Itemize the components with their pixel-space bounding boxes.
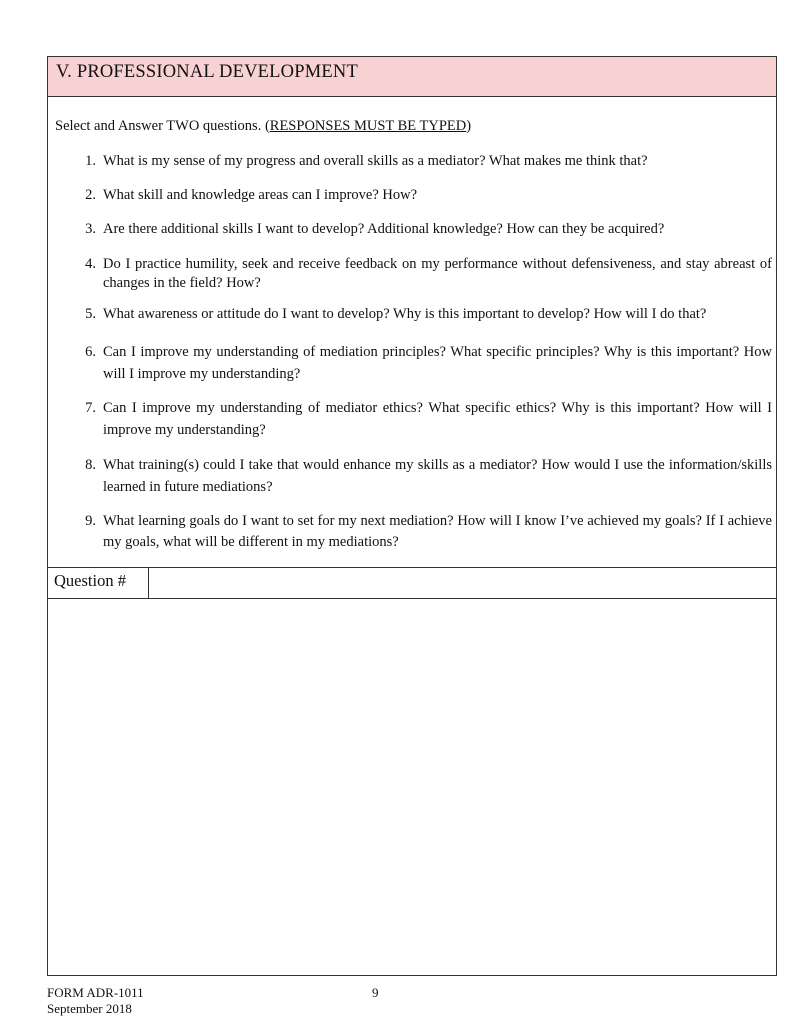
- instructions-prefix: Select and Answer TWO questions. (: [55, 118, 270, 134]
- question-text: Are there additional skills I want to develop? Additional knowledge? How can they be acquired?: [103, 221, 665, 237]
- question-item: [78, 305, 772, 324]
- question-number: 6.: [85, 344, 96, 360]
- question-number: 5.: [85, 306, 96, 322]
- question-item: [78, 152, 772, 171]
- question-text: Can I improve my understanding of mediation principles? What specific principles? Why is this important? How will I improve my understanding?: [103, 344, 772, 382]
- question-text: What training(s) could I take that would enhance my skills as a mediator? How would I use the information/skills learned in future mediations?: [103, 457, 772, 495]
- question-item: [78, 511, 772, 553]
- question-number: 3.: [85, 221, 96, 237]
- question-number-field[interactable]: [149, 568, 776, 598]
- response-text-area[interactable]: [48, 599, 776, 975]
- question-text: What learning goals do I want to set for my next mediation? How will I know I’ve achieved my goals? If I achieve my goals, what will be different in my mediations?: [103, 513, 772, 550]
- footer-form-info: [47, 985, 144, 1017]
- question-text: What awareness or attitude do I want to develop? Why is this important to develop? How will I do that?: [103, 306, 707, 322]
- question-item: [78, 220, 772, 239]
- form-date: September 2018: [47, 1001, 132, 1016]
- professional-development-form: [47, 56, 777, 976]
- question-item: [78, 255, 772, 293]
- question-text: What skill and knowledge areas can I improve? How?: [103, 187, 418, 203]
- instructions: [55, 118, 471, 135]
- question-number: 7.: [85, 400, 96, 416]
- question-item: [78, 397, 772, 441]
- question-item: [78, 454, 772, 498]
- question-item: [78, 186, 772, 205]
- question-text: Do I practice humility, seek and receive feedback on my performance without defensiveness, and stay abreast of changes in the field? How?: [103, 256, 772, 291]
- page-number: 9: [372, 985, 379, 1000]
- instructions-emphasis: RESPONSES MUST BE TYPED: [269, 118, 467, 134]
- question-number-row: [48, 567, 776, 599]
- section-header: [48, 57, 776, 97]
- form-id: FORM ADR-1011: [47, 985, 144, 1000]
- question-number: 1.: [85, 153, 96, 169]
- question-text: Can I improve my understanding of mediator ethics? What specific ethics? Why is this important? How will I improve my understanding?: [103, 400, 772, 438]
- section-title: V. PROFESSIONAL DEVELOPMENT: [56, 62, 358, 82]
- question-item: [78, 341, 772, 385]
- question-number: 4.: [85, 256, 96, 272]
- instructions-suffix: ): [466, 118, 472, 134]
- question-text: What is my sense of my progress and overall skills as a mediator? What makes me think that?: [103, 153, 648, 169]
- question-number: 2.: [85, 187, 96, 203]
- question-number: 8.: [85, 457, 96, 473]
- question-number: 9.: [85, 513, 96, 529]
- question-number-label: Question #: [54, 571, 126, 590]
